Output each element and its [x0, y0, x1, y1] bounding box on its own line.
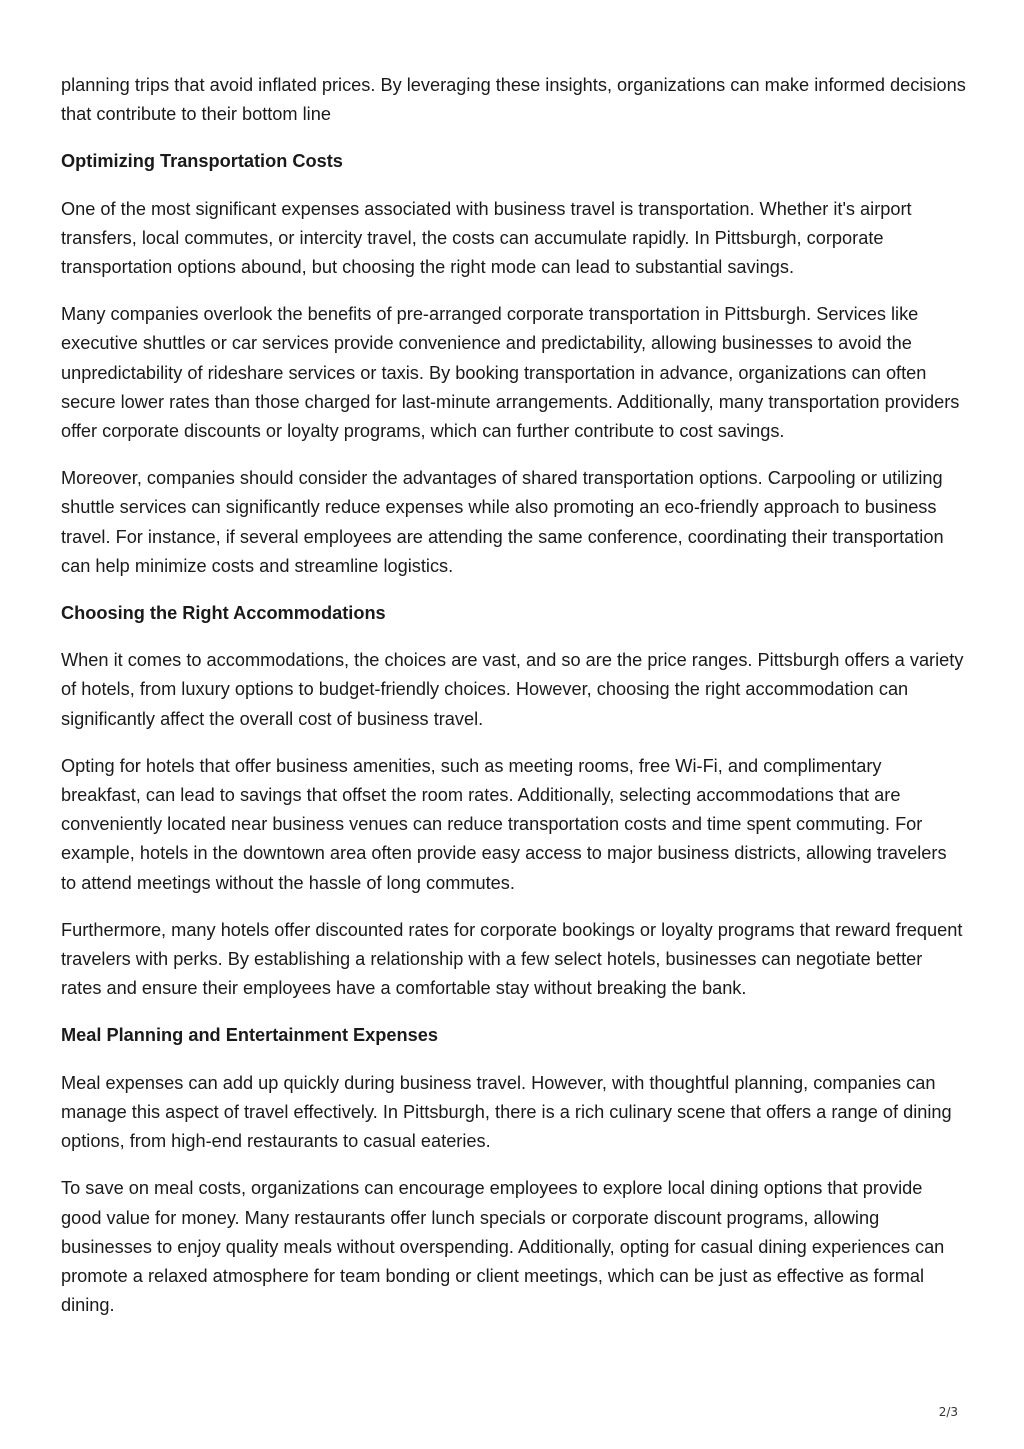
page-number: 2/3: [938, 1405, 958, 1419]
section-heading: Meal Planning and Entertainment Expenses: [61, 1025, 438, 1046]
paragraph: One of the most significant expenses associated with business travel is transportation. Whether it's airport transfers, local commutes, or intercity travel, the costs can accumulate rapidly. In Pittsburgh, corporate transportation options abound, but choosing the right mode can lead to substantial savings.: [61, 198, 912, 278]
paragraph: Meal expenses can add up quickly during business travel. However, with thoughtful planning, companies can manage this aspect of travel effectively. In Pittsburgh, there is a rich culinary scene that offers a range of dining options, from high-end restaurants to casual eateries.: [61, 1072, 952, 1152]
section-heading: Optimizing Transportation Costs: [61, 151, 343, 172]
paragraph: Furthermore, many hotels offer discounted rates for corporate bookings or loyalty programs that reward frequent travelers with perks. By establishing a relationship with a few select hotels, businesses can negotiate better rates and ensure their employees have a comfortable stay without breaking the bank.: [61, 919, 963, 999]
document-body: [61, 71, 966, 1338]
paragraph: When it comes to accommodations, the choices are vast, and so are the price ranges. Pittsburgh offers a variety of hotels, from luxury options to budget-friendly choices. However, choosing the right accommodation can significantly affect the overall cost of business travel.: [61, 650, 964, 729]
paragraph: Moreover, companies should consider the advantages of shared transportation options. Carpooling or utilizing shuttle services can significantly reduce expenses while also promoting an eco-friendly approach to business travel. For instance, if several employees are attending the same conference, coordinating their transportation can help minimize costs and streamline logistics.: [61, 468, 944, 576]
paragraph: To save on meal costs, organizations can encourage employees to explore local dining options that provide good value for money. Many restaurants offer lunch specials or corporate discount programs, allowing businesses to enjoy quality meals without overspending. Additionally, opting for casual dining experiences can promote a relaxed atmosphere for team bonding or client meetings, which can be just as effective as formal dining.: [61, 1178, 945, 1316]
paragraph: Opting for hotels that offer business amenities, such as meeting rooms, free Wi-Fi, and complimentary breakfast, can lead to savings that offset the room rates. Additionally, selecting accommodations that are conveniently located near business venues can reduce transportation costs and time spent commuting. For example, hotels in the downtown area often provide easy access to major business districts, allowing travelers to attend meetings without the hassle of long commutes.: [61, 755, 947, 893]
paragraph: planning trips that avoid inflated prices. By leveraging these insights, organizations can make informed decisions that contribute to their bottom line: [61, 75, 966, 125]
paragraph: Many companies overlook the benefits of pre-arranged corporate transportation in Pittsburgh. Services like executive shuttles or car services provide convenience and predictability, allowing businesses to avoid the unpredictability of rideshare services or taxis. By booking transportation in advance, organizations can often secure lower rates than those charged for last-minute arrangements. Additionally, many transportation providers offer corporate discounts or loyalty programs, which can further contribute to cost savings.: [61, 304, 960, 442]
section-heading: Choosing the Right Accommodations: [61, 603, 386, 624]
